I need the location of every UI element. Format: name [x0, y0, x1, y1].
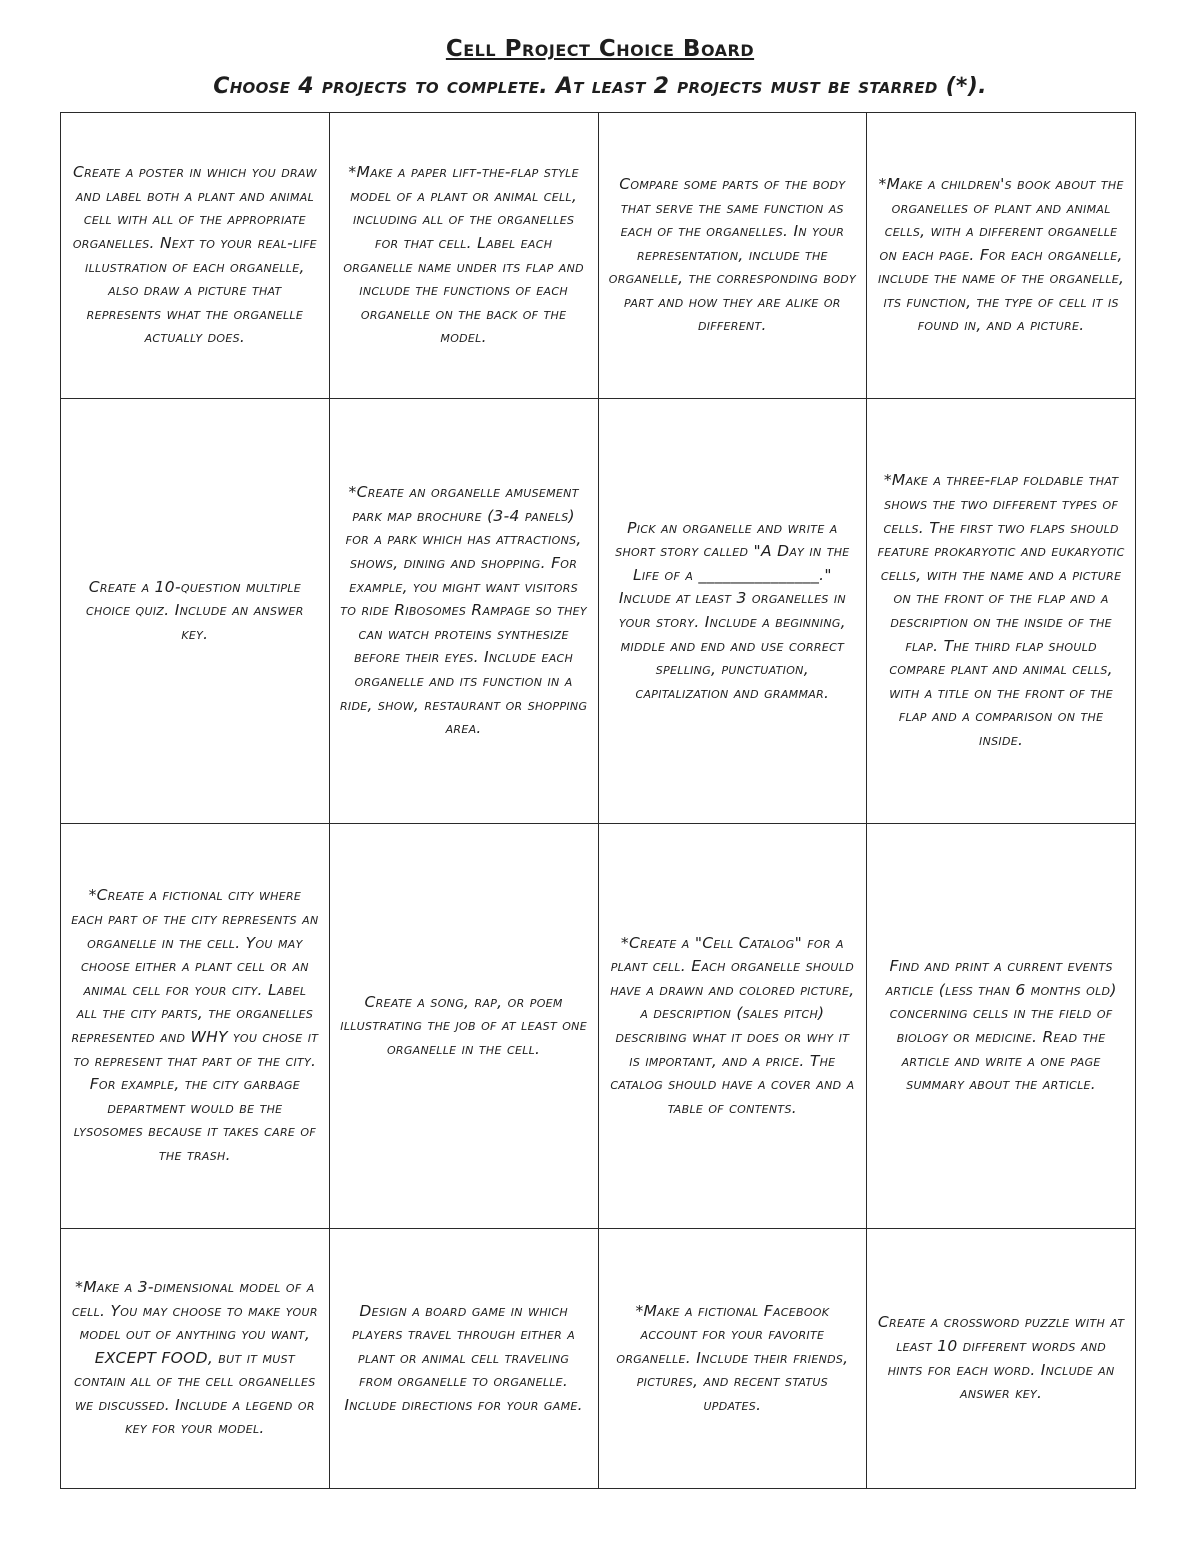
board-cell-song-rap-poem: Create a song, rap, or poem illustrating the job of at least one organelle in the cell.	[329, 824, 598, 1229]
board-row-3	[61, 824, 1136, 1229]
page-title: Cell Project Choice Board	[445, 36, 755, 62]
board-cell-fictional-city: *Create a fictional city where each part of the city represents an organelle in the cell. You may choose either a plant cell or an animal cell for your city. Label all the city parts, the organelles represented and WHY you chose it to represent that part of the city. For example, the city garbage department would be the lysosomes because it takes care of the trash.	[61, 824, 330, 1229]
board-cell-three-flap-foldable: *Make a three-flap foldable that shows the two different types of cells. The first two flaps should feature prokaryotic and eukaryotic cells, with the name and a picture on the front of the flap and a description on the inside of the flap. The third flap should compare plant and animal cells, with a title on the front of the flap and a comparison on the inside.	[867, 399, 1136, 824]
board-row-1	[61, 113, 1136, 399]
board-cell-body-parts-comparison: Compare some parts of the body that serve the same function as each of the organelles. In your representation, include the organelle, the corresponding body part and how they are alike or different.	[598, 113, 867, 399]
board-cell-poster: Create a poster in which you draw and label both a plant and animal cell with all of the appropriate organelles. Next to your real-life illustration of each organelle, also draw a picture that represents what the organelle actually does.	[61, 113, 330, 399]
board-cell-lift-the-flap-model: *Make a paper lift-the-flap style model of a plant or animal cell, including all of the organelles for that cell. Label each organelle name under its flap and include the functions of each organelle on the back of the model.	[329, 113, 598, 399]
board-cell-crossword-puzzle: Create a crossword puzzle with at least 10 different words and hints for each word. Include an answer key.	[867, 1229, 1136, 1489]
board-cell-short-story: Pick an organelle and write a short story called "A Day in the Life of a _______________." Include at least 3 organelles in your story. Include a beginning, middle and end and use correct spelling, punctuation, capitalization and grammar.	[598, 399, 867, 824]
choice-board-table	[60, 112, 1136, 1489]
board-cell-quiz: Create a 10-question multiple choice quiz. Include an answer key.	[61, 399, 330, 824]
board-cell-facebook-account: *Make a fictional Facebook account for your favorite organelle. Include their friends, pictures, and recent status updates.	[598, 1229, 867, 1489]
board-cell-current-events-article: Find and print a current events article (less than 6 months old) concerning cells in the field of biology or medicine. Read the article and write a one page summary about the article.	[867, 824, 1136, 1229]
board-row-2	[61, 399, 1136, 824]
instructions: Choose 4 projects to complete. At least 2 projects must be starred (*).	[213, 74, 987, 99]
board-row-4	[61, 1229, 1136, 1489]
board-cell-3d-model: *Make a 3-dimensional model of a cell. You may choose to make your model out of anything you want, EXCEPT FOOD, but it must contain all of the cell organelles we discussed. Include a legend or key for your model.	[61, 1229, 330, 1489]
board-cell-childrens-book: *Make a children's book about the organelles of plant and animal cells, with a different organelle on each page. For each organelle, include the name of the organelle, its function, the type of cell it is found in, and a picture.	[867, 113, 1136, 399]
board-cell-board-game: Design a board game in which players travel through either a plant or animal cell traveling from organelle to organelle. Include directions for your game.	[329, 1229, 598, 1489]
board-cell-cell-catalog: *Create a "Cell Catalog" for a plant cell. Each organelle should have a drawn and colored picture, a description (sales pitch) describing what it does or why it is important, and a price. The catalog should have a cover and a table of contents.	[598, 824, 867, 1229]
board-cell-amusement-park-brochure: *Create an organelle amusement park map brochure (3-4 panels) for a park which has attractions, shows, dining and shopping. For example, you might want visitors to ride Ribosomes Rampage so they can watch proteins synthesize before their eyes. Include each organelle and its function in a ride, show, restaurant or shopping area.	[329, 399, 598, 824]
